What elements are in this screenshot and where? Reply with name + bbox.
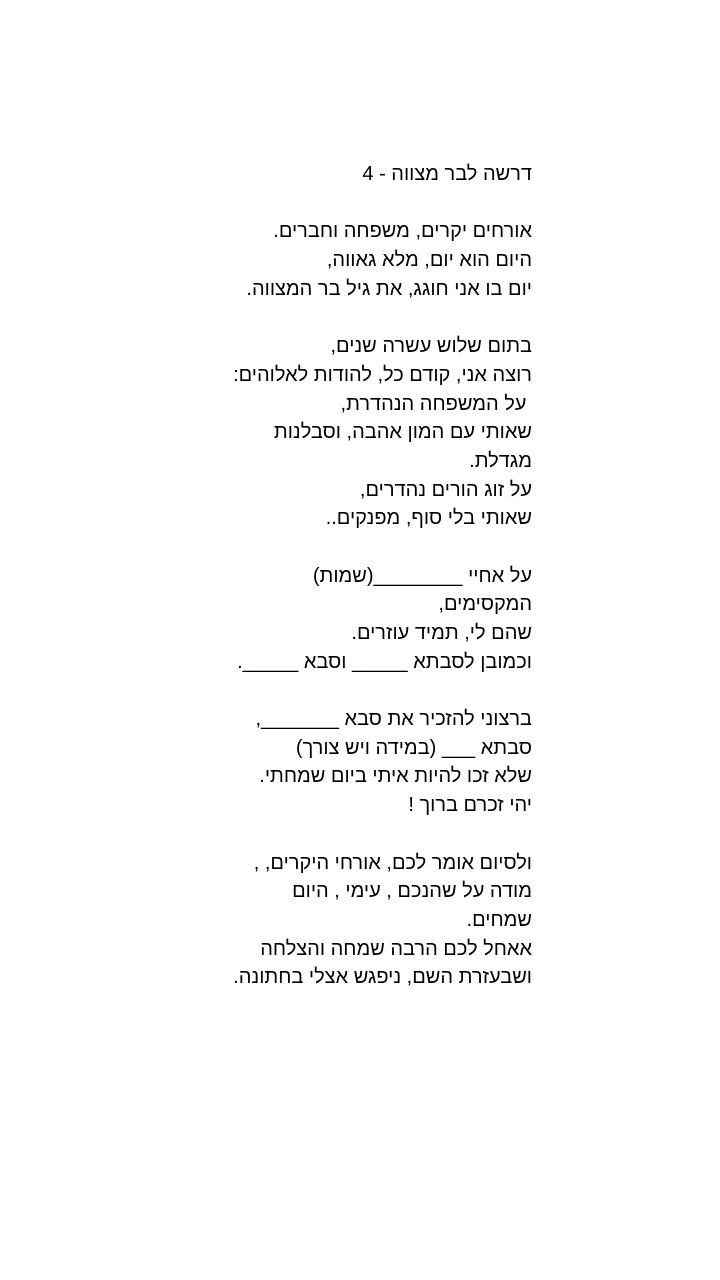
stanza-line: שמחים. (466, 908, 532, 931)
stanza-line: יום בו אני חוגג, את גיל בר המצווה. (246, 277, 532, 300)
stanza-line: שלא זכו להיות איתי ביום שמחתי. (259, 765, 532, 788)
stanza-line: שאותי בלי סוף, מפנקים.. (325, 507, 532, 530)
stanza-5 (187, 849, 532, 992)
stanza-line: המקסימים, (438, 593, 532, 616)
stanza-line: ולסיום אומר לכם, אורחי היקרים, , (253, 851, 532, 874)
stanza-line: בתום שלוש עשרה שנים, (330, 335, 532, 358)
stanza-line: היום הוא יום, מלא גאווה, (326, 249, 532, 272)
stanza-line: ברצוני להזכיר את סבא _______, (255, 708, 532, 731)
stanza-line: ושבעזרת השם, ניפגש אצלי בחתונה. (233, 966, 532, 989)
document-title: דרשה לבר מצווה - 4 (362, 163, 532, 185)
stanza-line: יהי זכרם ברוך ! (408, 794, 532, 817)
stanza-line: מגדלת. (469, 449, 532, 472)
stanza-line: על אחיי ________(שמות) (312, 564, 532, 587)
stanza-line: מודה על שהנכם , עימי , היום (292, 880, 532, 903)
stanza-line: רוצה אני, קודם כל, להודות לאלוהים: (233, 363, 532, 386)
stanza-line: שאותי עם המון אהבה, וסבלנות (273, 421, 532, 444)
stanza-line: על זוג הורים נהדרים, (359, 478, 532, 501)
stanza-4 (187, 705, 532, 820)
stanza-2 (187, 332, 532, 533)
stanza-3 (187, 562, 532, 677)
stanza-line: וכמובן לסבתא _____ וסבא _____. (237, 650, 532, 673)
title-block (187, 160, 532, 189)
stanza-1 (187, 217, 532, 303)
stanza-line: אורחים יקרים, משפחה וחברים. (273, 220, 532, 243)
stanza-line: על המשפחה הנהדרת, (340, 392, 532, 415)
stanza-line: סבתא ___ (במידה ויש צורך) (295, 736, 532, 759)
stanza-line: אאחל לכם הרבה שמחה והצלחה (260, 937, 532, 960)
speech-document (187, 160, 532, 992)
stanza-line: שהם לי, תמיד עוזרים. (351, 622, 532, 644)
